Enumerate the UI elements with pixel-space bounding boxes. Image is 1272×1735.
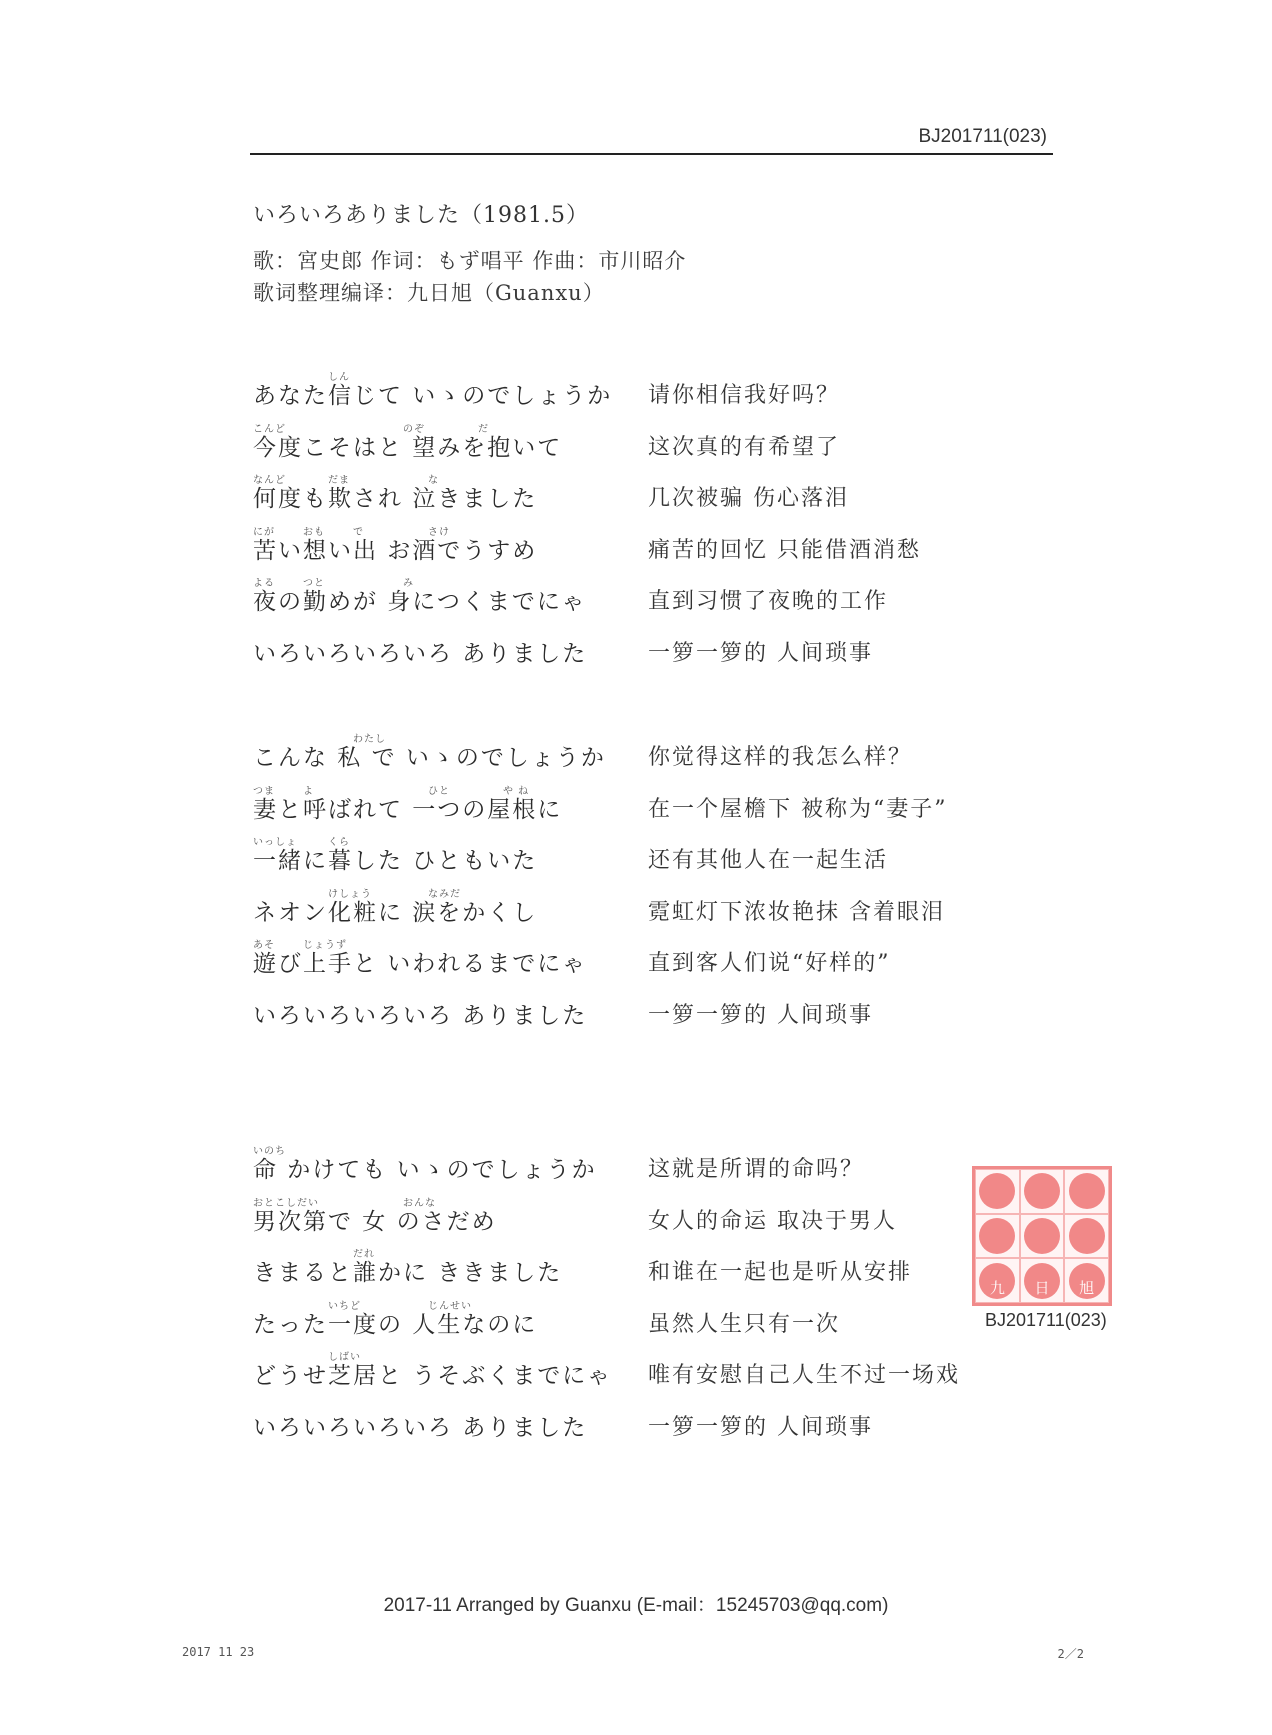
- furigana: じんせい: [428, 1300, 472, 1312]
- furigana: だ: [478, 423, 489, 435]
- document-code: BJ201711(023): [918, 126, 1047, 147]
- japanese-lyric: きまると誰かに ききました: [253, 1260, 563, 1286]
- chinese-translation: 虽然人生只有一次: [648, 1311, 841, 1337]
- japanese-lyric: いろいろいろいろ ありました: [253, 1414, 588, 1441]
- furigana: いっしょ: [253, 837, 297, 848]
- japanese-lyric: ネオン化粧に 涙をかくし: [253, 899, 538, 926]
- japanese-lyric: 夜の勤めが 身につくまでにゃ: [253, 589, 587, 615]
- furigana: わたし: [353, 734, 386, 745]
- furigana: よる: [253, 578, 275, 589]
- chinese-translation: 一箩一箩的 人间琐事: [648, 640, 873, 666]
- japanese-lyric: 今度こそはと 望みを抱いて: [253, 434, 563, 461]
- seal-code: BJ201711(023): [985, 1310, 1107, 1330]
- lyric-line: [0, 777, 1272, 825]
- furigana: のぞ: [403, 423, 425, 435]
- chinese-translation: 你觉得这样的我怎么样？: [648, 745, 913, 770]
- japanese-lyric: 一緒に暮した ひともいた: [253, 848, 538, 874]
- seal-char: 九: [989, 1279, 1005, 1297]
- lyric-line: [0, 828, 1272, 876]
- furigana: いのち: [253, 1146, 286, 1157]
- japanese-lyric: たった一度の 人生なのに: [253, 1311, 538, 1338]
- chinese-translation: 和谁在一起也是听从安排: [648, 1260, 913, 1285]
- lyric-line: [0, 1343, 1272, 1391]
- lyric-line: [0, 466, 1272, 514]
- lyric-line: [0, 725, 1272, 773]
- japanese-lyric: 男次第で 女 のさだめ: [253, 1208, 497, 1235]
- furigana: な: [428, 475, 439, 486]
- japanese-lyric: あなた信じて いゝのでしょうか: [253, 383, 613, 409]
- chinese-translation: 一箩一箩的 人间琐事: [648, 1414, 873, 1440]
- song-title: いろいろありました（1981.5）: [253, 203, 589, 228]
- lyric-line: [0, 621, 1272, 669]
- lyric-line: [0, 931, 1272, 979]
- header-rule: [250, 153, 1053, 155]
- chinese-translation: 霓虹灯下浓妆艳抹 含着眼泪: [648, 899, 945, 925]
- furigana: ひと: [428, 785, 450, 797]
- furigana: おんな: [403, 1197, 436, 1209]
- chinese-translation: 痛苦的回忆 只能借酒消愁: [648, 537, 921, 563]
- chinese-translation: 唯有安慰自己人生不过一场戏: [648, 1363, 961, 1388]
- lyric-line: [0, 1395, 1272, 1443]
- japanese-lyric: 妻と呼ばれて 一つの屋根に: [253, 796, 563, 823]
- chinese-translation: 直到习惯了夜晚的工作: [648, 589, 889, 614]
- furigana: しばい: [328, 1352, 361, 1363]
- furigana: なみだ: [428, 888, 461, 900]
- furigana: おとこしだい: [253, 1197, 319, 1209]
- chinese-translation: 直到客人们说“好样的”: [648, 951, 891, 976]
- lyric-line: [0, 983, 1272, 1031]
- furigana: じょうず: [303, 940, 347, 951]
- furigana: けしょう: [328, 888, 372, 900]
- furigana: や ね: [503, 785, 530, 797]
- furigana: だま: [328, 475, 350, 486]
- furigana: み: [403, 578, 414, 589]
- furigana: だれ: [353, 1249, 375, 1260]
- chinese-translation: 一箩一箩的 人间琐事: [648, 1002, 873, 1028]
- furigana: おも: [303, 526, 325, 538]
- furigana: くら: [328, 837, 350, 848]
- chinese-translation: 女人的命运 取决于男人: [648, 1208, 897, 1234]
- chinese-translation: 几次被骗 伤心落泪: [648, 486, 849, 511]
- lyric-line: [0, 569, 1272, 617]
- furigana: つま: [253, 785, 275, 797]
- furigana: つと: [303, 578, 325, 589]
- furigana: しん: [328, 372, 350, 383]
- furigana: こんど: [253, 423, 286, 435]
- furigana: さけ: [428, 526, 450, 538]
- japanese-lyric: 何度も欺され 泣きました: [253, 486, 538, 512]
- seal-char: 日: [1034, 1279, 1050, 1297]
- footer-date: 2017 11 23: [182, 1645, 255, 1659]
- lyric-line: [0, 880, 1272, 928]
- furigana: あそ: [253, 940, 275, 951]
- furigana: いちど: [328, 1300, 361, 1312]
- lyric-line: [0, 518, 1272, 566]
- furigana: で: [353, 526, 364, 538]
- footer-credit: 2017-11 Arranged by Guanxu (E-mail：15245703@qq.com): [383, 1595, 889, 1616]
- japanese-lyric: こんな 私 で いゝのでしょうか: [253, 745, 606, 771]
- japanese-lyric: 苦い想い出 お酒でうすめ: [253, 537, 538, 564]
- lyric-line: [0, 415, 1272, 463]
- japanese-lyric: いろいろいろいろ ありました: [253, 640, 588, 667]
- translator-credit: 歌词整理编译：九日旭（Guanxu）: [253, 281, 605, 305]
- chinese-translation: 在一个屋檐下 被称为“妻子”: [648, 796, 948, 822]
- japanese-lyric: 遊び上手と いわれるまでにゃ: [253, 951, 587, 977]
- japanese-lyric: 命 かけても いゝのでしょうか: [253, 1157, 597, 1183]
- lyric-line: [0, 363, 1272, 411]
- chinese-translation: 这次真的有希望了: [648, 434, 841, 460]
- chinese-translation: 这就是所谓的命吗？: [648, 1157, 865, 1182]
- song-credits: 歌：宮史郎 作词：もず唱平 作曲：市川昭介: [253, 249, 687, 273]
- chinese-translation: 还有其他人在一起生活: [648, 848, 889, 873]
- furigana: よ: [303, 785, 314, 797]
- chinese-translation: 请你相信我好吗？: [648, 383, 841, 408]
- furigana: なんど: [253, 475, 286, 486]
- page-number: 2／2: [1057, 1647, 1084, 1661]
- furigana: にが: [253, 526, 275, 538]
- red-seal-stamp: [972, 1166, 1112, 1306]
- japanese-lyric: いろいろいろいろ ありました: [253, 1002, 588, 1029]
- seal-char: 旭: [1079, 1279, 1095, 1297]
- japanese-lyric: どうせ芝居と うそぶくまでにゃ: [253, 1363, 612, 1389]
